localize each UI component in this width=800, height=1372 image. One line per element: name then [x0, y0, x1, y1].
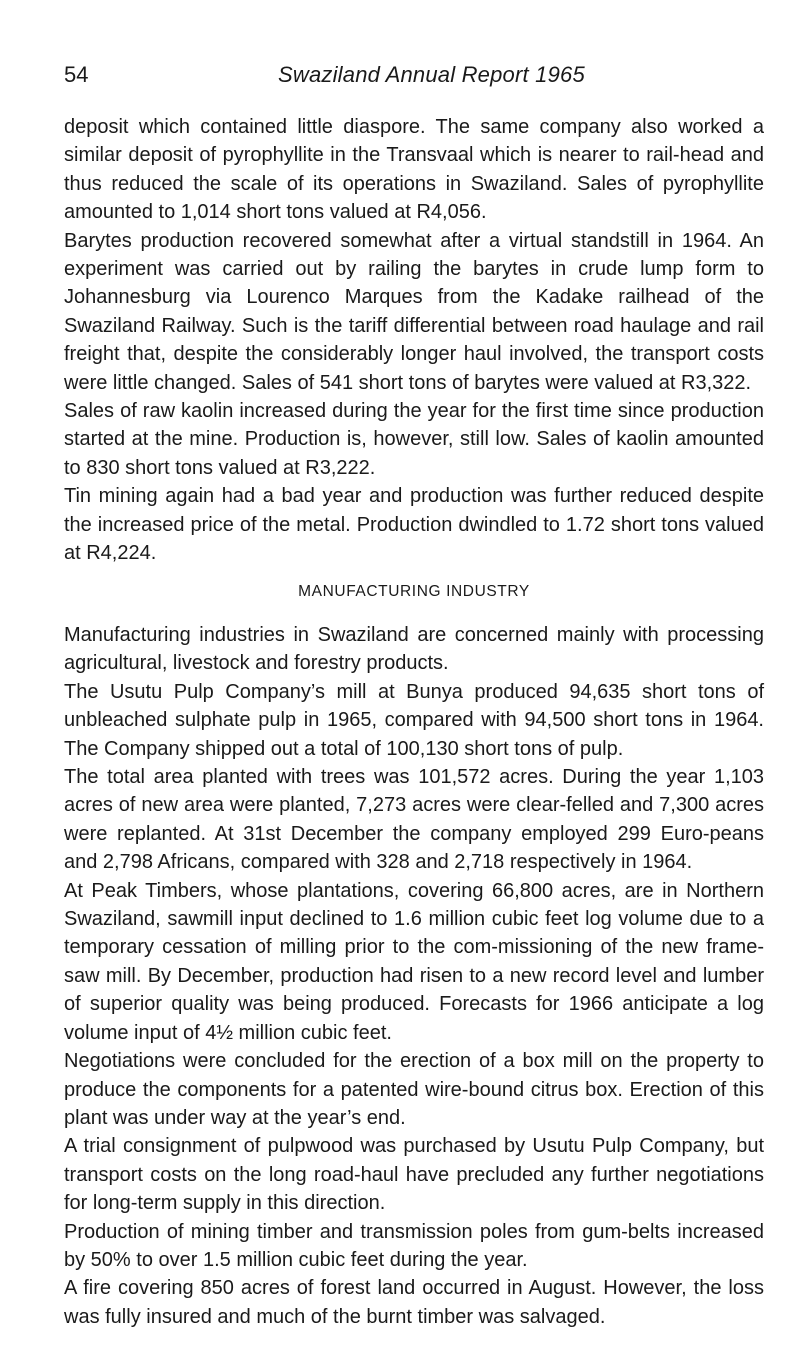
- paragraph-fire: A fire covering 850 acres of forest land occurred in August. However, the loss was fully insured and much of the burnt timber was salvaged.: [64, 1277, 764, 1328]
- paragraph-barytes: Barytes production recovered somewhat after a virtual standstill in 1964. An experiment was carried out by railing the barytes in crude lump form to Johannesburg via Lourenco Marques from the Kadake railhead of the Swaziland Railway. Such is the tariff differential between road haulage and rail freight that, despite the considerably longer haul involved, the transport costs were little changed. Sales of 541 short tons of barytes were valued at R3,322.: [64, 229, 764, 394]
- paragraph-peak-timbers: At Peak Timbers, whose plantations, covering 66,800 acres, are in Northern Swaziland, sawmill input declined to 1.6 million cubic feet log volume due to a temporary cessation of milling prior to the com-missioning of the new frame-saw mill. By December, production had risen to a new record level and lumber of superior quality was being produced. Forecasts for 1966 anticipate a log volume input of 4½ million cubic feet.: [64, 879, 764, 1044]
- running-title: Swaziland Annual Report 1965: [278, 62, 585, 87]
- paragraph-kaolin: Sales of raw kaolin increased during the year for the first time since production started at the mine. Production is, however, still low. Sales of kaolin amounted to 830 short tons valued at R3,222.: [64, 400, 764, 479]
- paragraph-tin: Tin mining again had a bad year and production was further reduced despite the increased price of the metal. Production dwindled to 1.72 short tons valued at R4,224.: [64, 485, 764, 565]
- paragraph-mining-timber: Production of mining timber and transmission poles from gum-belts increased by 50% to over 1.5 million cubic feet during the year.: [64, 1220, 764, 1271]
- paragraph-planted-area: The total area planted with trees was 101,572 acres. During the year 1,103 acres of new area were planted, 7,273 acres were clear-felled and 7,300 acres were replanted. At 31st December the company employed 299 Euro-peans and 2,798 Africans, compared with 328 and 2,718 respectively in 1964.: [64, 766, 764, 874]
- mining-section: [64, 113, 764, 568]
- paragraph-pyrophyllite: deposit which contained little diaspore. The same company also worked a similar deposit of pyrophyllite in the Transvaal which is nearer to rail-head and thus reduced the scale of its operations in Swaziland. Sales of pyrophyllite amounted to 1,014 short tons valued at R4,056.: [64, 116, 764, 224]
- page-header: [64, 62, 756, 92]
- page-number: 54: [64, 62, 89, 87]
- paragraph-pulpwood: A trial consignment of pulpwood was purchased by Usutu Pulp Company, but transport costs on the long road-haul have precluded any further negotiations for long-term supply in this direction.: [64, 1135, 764, 1215]
- section-heading-manufacturing: MANUFACTURING INDUSTRY: [298, 583, 530, 600]
- paragraph-usutu-pulp: The Usutu Pulp Company’s mill at Bunya produced 94,635 short tons of unbleached sulphate pulp in 1965, compared with 94,500 short tons in 1964. The Company shipped out a total of 100,130 short tons of pulp.: [64, 680, 764, 760]
- paragraph-box-mill: Negotiations were concluded for the erection of a box mill on the property to produce the components for a patented wire-bound citrus box. Erection of this plant was under way at the year’s end.: [64, 1050, 764, 1129]
- paragraph-manufacturing-intro: Manufacturing industries in Swaziland are concerned mainly with processing agricultural, livestock and forestry products.: [64, 624, 764, 675]
- manufacturing-section: [64, 621, 764, 1331]
